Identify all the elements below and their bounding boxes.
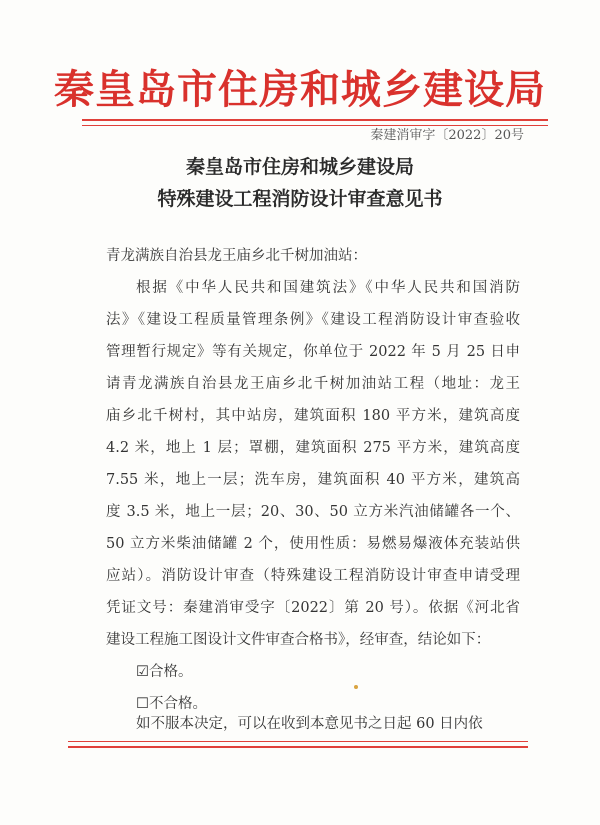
header-rule-thick <box>82 119 548 121</box>
body-line: 凭证文号：秦建消审受字〔2022〕第 20 号）。依据《河北省 <box>106 600 520 616</box>
body-line: 法》《建设工程质量管理条例》《建设工程消防设计审查验收 <box>106 312 520 328</box>
body-line: 应站）。消防设计审查（特殊建设工程消防设计审查申请受理 <box>106 568 520 584</box>
ink-speck <box>354 685 358 689</box>
footer-rule-thick <box>68 746 528 748</box>
footer-rule-thin <box>68 741 528 742</box>
body-line: 根据《中华人民共和国建筑法》《中华人民共和国消防 <box>136 280 520 296</box>
issuing-authority-header: 秦皇岛市住房和城乡建设局 <box>54 66 546 113</box>
document-title-line-2: 特殊建设工程消防设计审查意见书 <box>157 188 443 210</box>
body-line: 50 立方米柴油储罐 2 个，使用性质：易燃易爆液体充装站供 <box>106 536 520 552</box>
addressee: 青龙满族自治县龙王庙乡北千树加油站： <box>106 248 367 264</box>
conclusion-fail-checkbox: ☐不合格。 <box>136 696 207 712</box>
body-line: 度 3.5 米，地上一层；20、30、50 立方米汽油储罐各一个、 <box>106 504 520 520</box>
body-line: 建设工程施工图设计文件审查合格书》，经审查，结论如下： <box>106 632 491 648</box>
document-title-line-1: 秦皇岛市住房和城乡建设局 <box>185 156 414 178</box>
body-line: 管理暂行规定》等有关规定，你单位于 2022 年 5 月 25 日申 <box>106 344 520 360</box>
body-line: 7.55 米，地上一层；洗车房，建筑面积 40 平方米，建筑高 <box>106 472 520 488</box>
body-line: 4.2 米，地上 1 层；罩棚，建筑面积 275 平方米，建筑高度 <box>106 440 520 456</box>
body-line: 庙乡北千树村，其中站房，建筑面积 180 平方米，建筑高度 <box>106 408 520 424</box>
appeal-notice-line: 如不服本决定，可以在收到本意见书之日起 60 日内依 <box>136 716 483 732</box>
body-line: 请青龙满族自治县龙王庙乡北千树加油站工程（地址：龙王 <box>106 376 520 392</box>
document-number: 秦建消审字〔2022〕20号 <box>370 128 524 143</box>
conclusion-pass-checkbox: ☑合格。 <box>136 664 193 680</box>
